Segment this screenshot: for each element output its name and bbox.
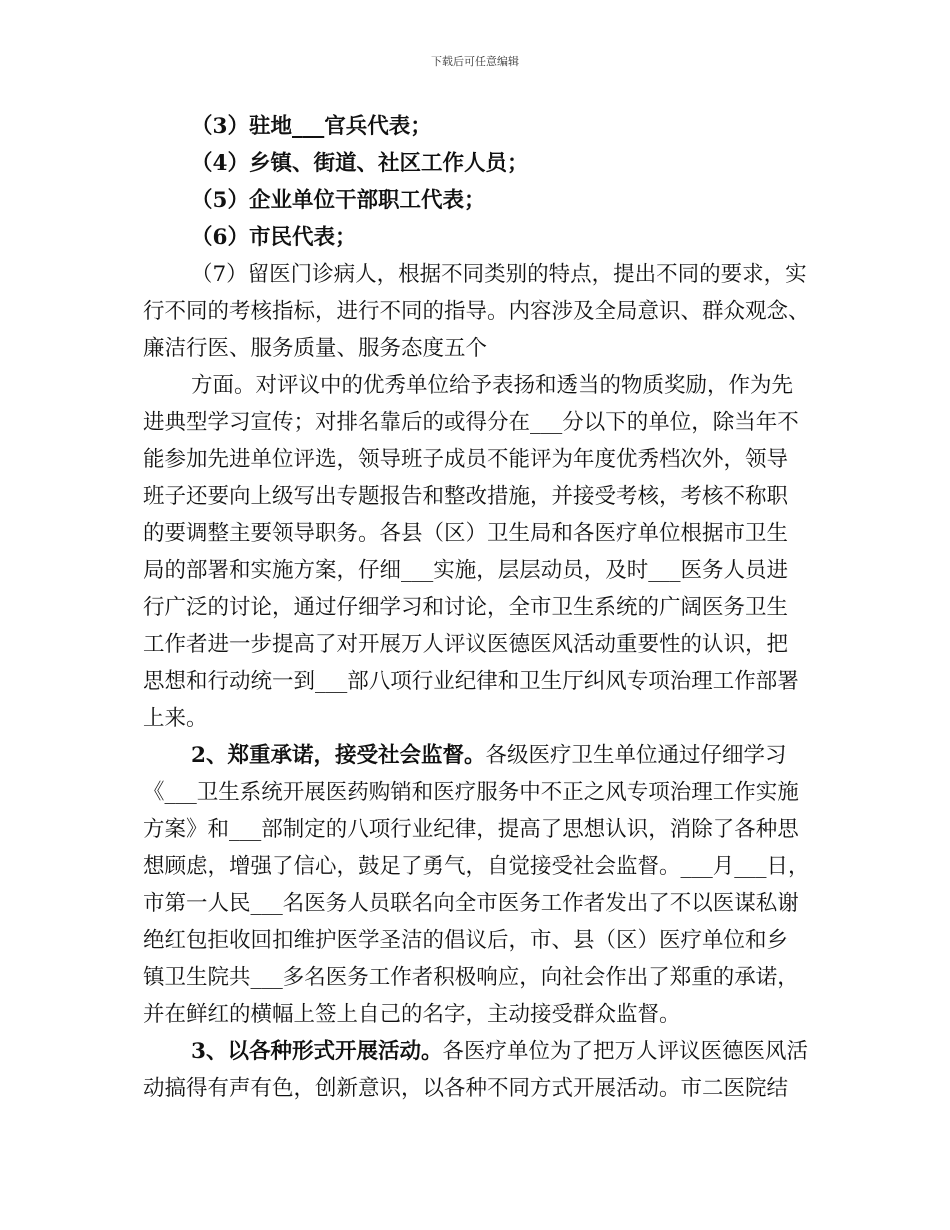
paragraph-line: 方案》和___部制定的八项行业纪律，提高了思想认识，消除了各种思 [143,817,799,842]
paragraph-line: 局的部署和实施方案，仔细___实施，层层动员，及时___医务人员进 [143,558,789,583]
paragraph-line: 的要调整主要领导职务。各县（区）卫生局和各医疗单位根据市卫生 [143,521,789,546]
list-item: （3）驻地___官兵代表； [191,114,432,139]
section-2-text: 各级医疗卫生单位通过仔细学习 [485,743,787,768]
document-body [143,108,833,1107]
paragraph-line: 行广泛的讨论，通过仔细学习和讨论，全市卫生系统的广阔医务卫生 [143,595,789,620]
list-item: （4）乡镇、街道、社区工作人员； [191,151,529,176]
paragraph-line: 《___卫生系统开展医药购销和医疗服务中不正之风专项治理工作实施 [143,780,799,805]
list-item: （5）企业单位干部职工代表； [191,188,486,213]
paragraph-line: 方面。对评议中的优秀单位给予表扬和透当的物质奖励，作为先 [191,373,794,398]
section-3-text: 各医疗单位为了把万人评议医德医风活 [442,1039,808,1064]
paragraph-line: 进典型学习宣传；对排名靠后的或得分在___分以下的单位，除当年不 [143,410,799,435]
paragraph-line: 并在鲜红的横幅上签上自己的名字，主动接受群众监督。 [143,1002,681,1027]
paragraph-line: 行不同的考核指标，进行不同的指导。内容涉及全局意识、群众观念、 [143,299,810,324]
paragraph-line: 想顾虑，增强了信心，鼓足了勇气，自觉接受社会监督。___月___日， [143,854,810,879]
paragraph-line: （7）留医门诊病人，根据不同类别的特点，提出不同的要求，实 [191,262,807,287]
paragraph-line: 镇卫生院共___多名医务工作者积极响应，向社会作出了郑重的承诺， [143,965,799,990]
paragraph-line: 工作者进一步提高了对开展万人评议医德医风活动重要性的认识，把 [143,632,789,657]
paragraph-line: 上来。 [143,706,208,731]
section-2-first-line [143,737,833,774]
paragraph-line: 市第一人民___名医务人员联名向全市医务工作者发出了不以医谋私谢 [143,891,799,916]
paragraph-line: 绝红包拒收回扣维护医学圣洁的倡议后，市、县（区）医疗单位和乡 [143,928,789,953]
paragraph-line: 思想和行动统一到___部八项行业纪律和卫生厅纠风专项治理工作部署 [143,669,799,694]
page-header: 下载后可任意编辑 [431,55,519,68]
section-2-heading: 2、郑重承诺，接受社会监督。 [191,743,486,768]
paragraph-line: 动搞得有声有色，创新意识，以各种不同方式开展活动。市二医院结 [143,1076,789,1101]
paragraph-line: 能参加先进单位评选，领导班子成员不能评为年度优秀档次外，领导 [143,447,789,472]
section-3-heading: 3、以各种形式开展活动。 [191,1039,443,1064]
section-3-first-line [143,1033,833,1070]
paragraph-line: 廉洁行医、服务质量、服务态度五个 [143,336,488,361]
paragraph-line: 班子还要向上级写出专题报告和整改措施，并接受考核，考核不称职 [143,484,789,509]
list-item: （6）市民代表； [191,225,357,250]
